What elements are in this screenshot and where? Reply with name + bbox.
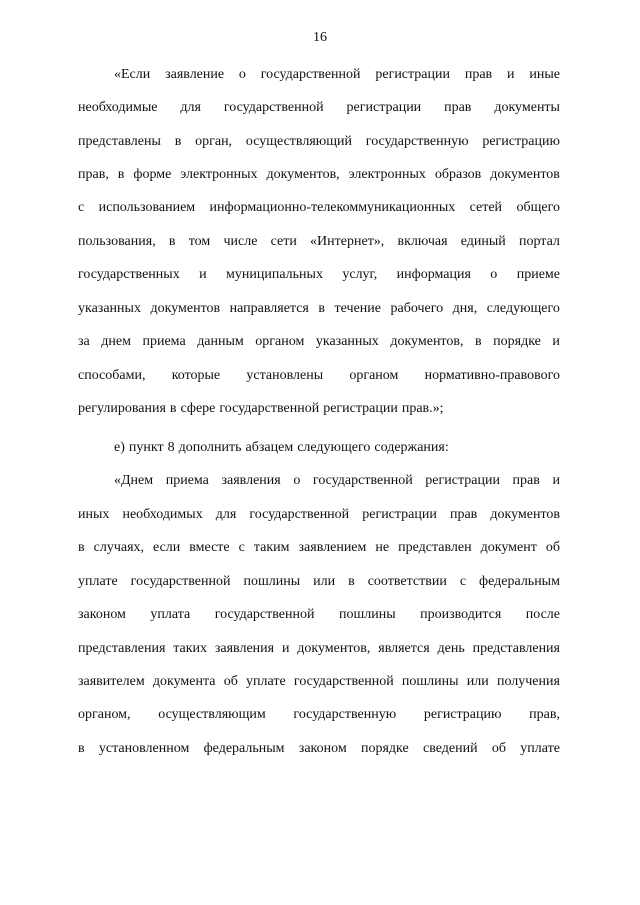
text-line: за днем приема данным органом указанных документов, в порядке и (78, 334, 560, 349)
text-line: представления таких заявления и документов, является день представления (78, 641, 560, 656)
text-line: указанных документов направляется в течение рабочего дня, следующего (78, 301, 560, 316)
text-line: с использованием информационно-телекоммуникационных сетей общего (78, 200, 560, 215)
text-line: заявителем документа об уплате государственной пошлины или получения (78, 674, 560, 689)
text-line: регулирования в сфере государственной регистрации прав.»; (78, 401, 444, 416)
text-line: «Днем приема заявления о государственной регистрации прав и (114, 473, 560, 488)
text-line: пользования, в том числе сети «Интернет», включая единый портал (78, 234, 560, 249)
text-line: представлены в орган, осуществляющий государственную регистрацию (78, 134, 560, 149)
text-line: органом, осуществляющим государственную регистрацию прав, (78, 707, 560, 722)
text-line: иных необходимых для государственной регистрации прав документов (78, 507, 560, 522)
text-line: прав, в форме электронных документов, электронных образов документов (78, 167, 560, 182)
text-line: способами, которые установлены органом нормативно-правового (78, 368, 560, 383)
text-line: законом уплата государственной пошлины производится после (78, 607, 560, 622)
text-line: е) пункт 8 дополнить абзацем следующего содержания: (114, 440, 449, 455)
text-line: в установленном федеральным законом порядке сведений об уплате (78, 741, 560, 756)
text-line: «Если заявление о государственной регистрации прав и иные (114, 67, 560, 82)
text-line: в случаях, если вместе с таким заявлением не представлен документ об (78, 540, 560, 555)
page-number: 16 (313, 30, 327, 45)
text-line: необходимые для государственной регистрации прав документы (78, 100, 560, 115)
text-line: уплате государственной пошлины или в соответствии с федеральным (78, 574, 560, 589)
text-line: государственных и муниципальных услуг, информация о приеме (78, 267, 560, 282)
